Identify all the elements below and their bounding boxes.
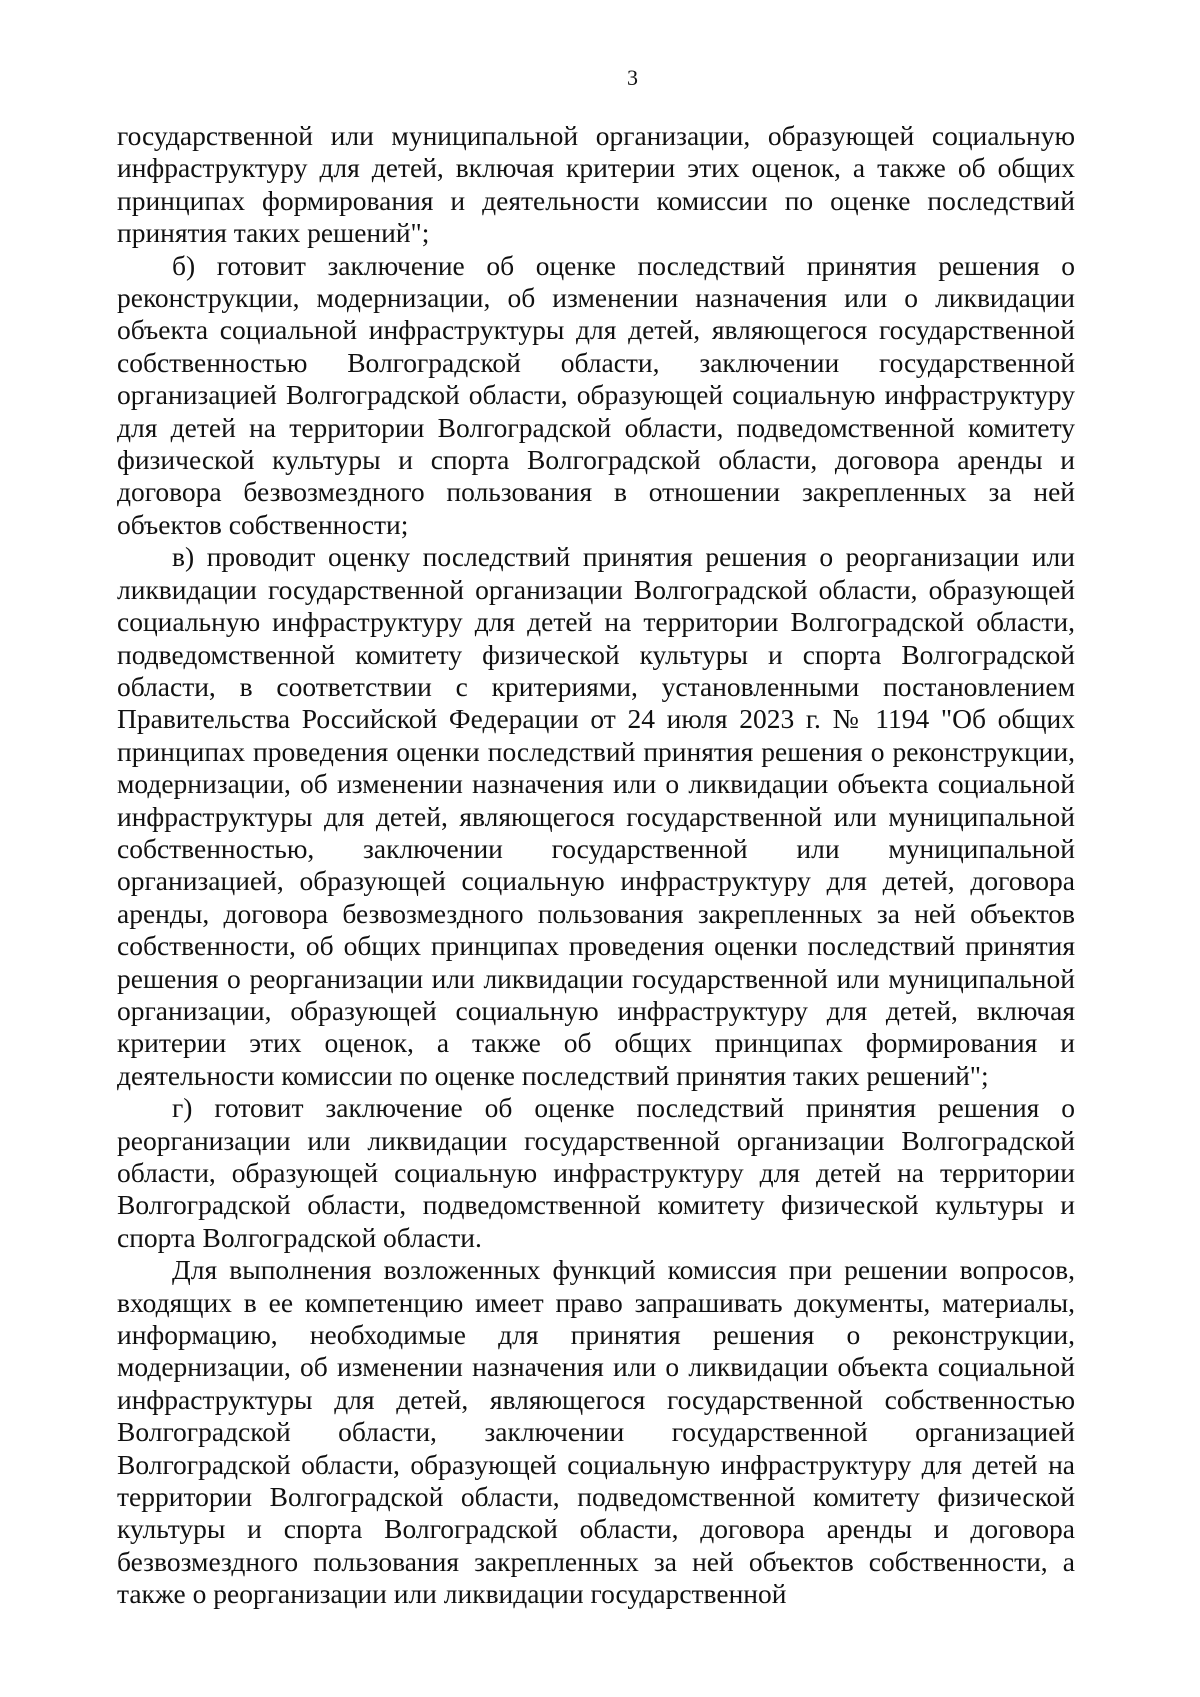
paragraph-commission-rights: Для выполнения возложенных функций комиссия при решении вопросов, входящих в ее компетенцию имеет право запрашивать документы, материалы, информацию, необходимые для принятия решения о реконструкции, модернизации, об изменении назначения или о ликвидации объекта социальной инфраструктуры для детей, являющегося государственной собственностью Волгоградской области, заключении государственной организацией Волгоградской области, образующей социальную инфраструктуру для детей на территории Волгоградской области, подведомственной комитету физической культуры и спорта Волгоградской области, договора аренды и договора безвозмездного пользования закрепленных за ней объектов собственности, а также о реорганизации или ликвидации государственной <box>117 1254 1075 1610</box>
paragraph-item-b: б) готовит заключение об оценке последствий принятия решения о реконструкции, модернизации, об изменении назначения или о ликвидации объекта социальной инфраструктуры для детей, являющегося государственной собственностью Волгоградской области, заключении государственной организацией Волгоградской области, образующей социальную инфраструктуру для детей на территории Волгоградской области, подведомственной комитету физической культуры и спорта Волгоградской области, договора аренды и договора безвозмездного пользования в отношении закрепленных за ней объектов собственности; <box>117 249 1075 540</box>
paragraph-item-v: в) проводит оценку последствий принятия решения о реорганизации или ликвидации государственной организации Волгоградской области, образующей социальную инфраструктуру для детей на территории Волгоградской области, подведомственной комитету физической культуры и спорта Волгоградской области, в соответствии с критериями, установленными постановлением Правительства Российской Федерации от 24 июля 2023 г. № 1194 "Об общих принципах проведения оценки последствий принятия решения о реконструкции, модернизации, об изменении назначения или о ликвидации объекта социальной инфраструктуры для детей, являющегося государственной или муниципальной собственностью, заключении государственной или муниципальной организацией, образующей социальную инфраструктуру для детей, договора аренды, договора безвозмездного пользования закрепленных за ней объектов собственности, об общих принципах проведения оценки последствий принятия решения о реорганизации или ликвидации государственной или муниципальной организации, образующей социальную инфраструктуру для детей, включая критерии этих оценок, а также об общих принципах формирования и деятельности комиссии по оценке последствий принятия таких решений"; <box>117 541 1075 1091</box>
page-number: 3 <box>627 65 638 90</box>
paragraph-continuation: государственной или муниципальной организации, образующей социальную инфраструктуру для детей, включая критерии этих оценок, а также об общих принципах формирования и деятельности комиссии по оценке последствий принятия таких решений"; <box>117 120 1075 249</box>
document-body <box>117 120 1075 1611</box>
paragraph-item-g: г) готовит заключение об оценке последствий принятия решения о реорганизации или ликвидации государственной организации Волгоградской области, образующей социальную инфраструктуру для детей на территории Волгоградской области, подведомственной комитету физической культуры и спорта Волгоградской области. <box>117 1092 1075 1253</box>
